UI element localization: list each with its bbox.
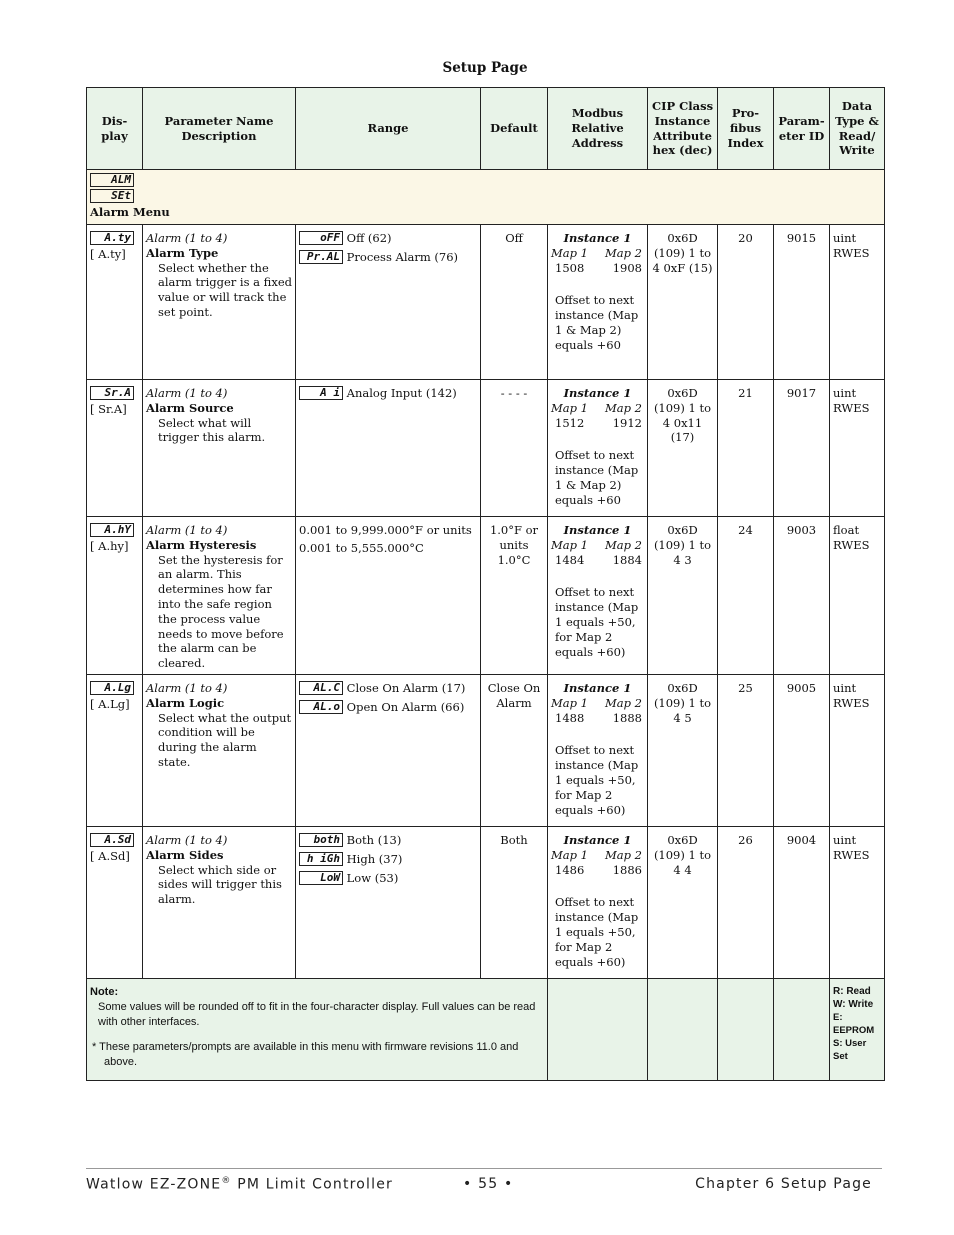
range-cell	[296, 826, 481, 978]
profibus-cell: 24	[718, 517, 774, 675]
range-cell	[296, 517, 481, 675]
display-lcd: A.Sd	[90, 833, 134, 847]
setup-parameter-table	[86, 87, 885, 1081]
parameter-cell	[143, 826, 296, 978]
page-title: Setup Page	[442, 60, 528, 76]
data-type-cell	[830, 225, 885, 380]
parameter-name: Alarm Source	[146, 400, 234, 415]
range-option	[299, 871, 477, 887]
display-alias: [ Sr.A]	[90, 402, 127, 416]
display-alias: [ A.Lg]	[90, 696, 130, 711]
range-text: Process Alarm (76)	[346, 250, 459, 264]
display-alias: [ A.Sd]	[90, 848, 130, 863]
data-type-cell	[830, 674, 885, 826]
cip-cell: 0x6D (109) 1 to 4 5	[648, 674, 718, 826]
range-text: Open On Alarm (66)	[346, 699, 465, 714]
header-default: Default	[481, 88, 548, 170]
range-option	[299, 681, 477, 697]
note-empty-cell	[718, 978, 774, 1080]
parameter-cell	[143, 517, 296, 675]
data-type-cell	[830, 517, 885, 675]
table-row	[87, 380, 885, 517]
modbus-instance: Instance 1	[563, 386, 632, 400]
modbus-instance: Instance 1	[563, 523, 632, 537]
range-lcd: oFF	[299, 231, 343, 245]
note-item-firmware: * These parameters/prompts are available in this menu with firmware revisions 11.0 and above.	[92, 1040, 519, 1068]
map1-address: 1488	[555, 710, 585, 725]
parameter-cell	[143, 674, 296, 826]
map2-address: 1884	[612, 552, 642, 567]
table-row	[87, 517, 885, 675]
footer-page-number: • 55 •	[463, 1176, 514, 1192]
display-lcd: A.ty	[90, 231, 134, 245]
modbus-cell	[548, 380, 648, 517]
default-cell: - - - -	[481, 380, 548, 517]
range-text: Both (13)	[346, 832, 402, 847]
map2-label: Map 2	[605, 695, 642, 710]
display-alias: [ A.ty]	[90, 247, 126, 261]
legend-write: W: Write	[833, 998, 874, 1010]
map2-label: Map 2	[605, 537, 642, 552]
header-display: Dis- play	[87, 88, 143, 170]
note-item-rounding: Some values will be rounded off to fit in the four-character display. Full values can be read with other interfaces.	[98, 1000, 536, 1028]
map1-label: Map 1	[551, 537, 588, 552]
display-lcd: Sr.A	[90, 386, 134, 400]
header-range: Range	[296, 88, 481, 170]
range-lcd: AL.C	[299, 681, 343, 695]
map2-label: Map 2	[605, 400, 642, 415]
parameter-instance: Alarm (1 to 4)	[146, 523, 228, 537]
data-type-cell	[830, 380, 885, 517]
data-type: uint	[833, 680, 857, 695]
note-empty-cell	[774, 978, 830, 1080]
display-lcd: A.hY	[90, 523, 134, 537]
parameter-description: Select whether the alarm trigger is a fixed value or will track the set point.	[158, 260, 292, 319]
footer-divider	[86, 1168, 882, 1169]
data-type: float	[833, 523, 860, 537]
modbus-instance: Instance 1	[563, 680, 632, 695]
map1-label: Map 1	[551, 400, 588, 415]
profibus-cell: 26	[718, 826, 774, 978]
map2-address: 1908	[612, 260, 642, 275]
legend-eeprom: E: EEPROM	[833, 1011, 875, 1036]
header-parameter-id: Param-eter ID	[774, 88, 830, 170]
range-text: Analog Input (142)	[346, 386, 457, 400]
modbus-offset: Offset to next instance (Map 1 & Map 2) equals +60	[555, 448, 639, 507]
range-cell	[296, 380, 481, 517]
range-text: Close On Alarm (17)	[346, 680, 466, 695]
map1-address: 1508	[555, 260, 585, 275]
menu-lcd-alarm: ALM	[90, 173, 134, 187]
map2-address: 1888	[612, 710, 642, 725]
table-header-row	[87, 88, 885, 170]
profibus-cell: 25	[718, 674, 774, 826]
map1-address: 1486	[555, 862, 585, 877]
range-text: Low (53)	[346, 870, 399, 885]
table-row	[87, 674, 885, 826]
range-cell	[296, 225, 481, 380]
modbus-instance: Instance 1	[563, 832, 632, 847]
parameter-cell	[143, 225, 296, 380]
cip-cell: 0x6D (109) 1 to 4 0x11 (17)	[648, 380, 718, 517]
map1-address: 1484	[555, 552, 585, 567]
table-row	[87, 225, 885, 380]
parameter-description: Select what the output condition will be during the alarm state.	[158, 710, 292, 769]
map2-address: 1912	[612, 415, 642, 430]
range-option	[299, 250, 477, 266]
modbus-cell	[548, 674, 648, 826]
map1-label: Map 1	[551, 695, 588, 710]
cip-cell: 0x6D (109) 1 to 4 4	[648, 826, 718, 978]
note-row	[87, 978, 885, 1080]
parameter-cell	[143, 380, 296, 517]
parameter-name: Alarm Logic	[146, 695, 225, 710]
range-option	[299, 833, 477, 849]
display-cell	[87, 826, 143, 978]
parameter-description: Select what will trigger this alarm.	[158, 415, 266, 445]
note-empty-cell	[648, 978, 718, 1080]
parameter-name: Alarm Type	[146, 245, 219, 260]
range-text: 0.001 to 9,999.000°F or units	[299, 523, 472, 537]
modbus-offset: Offset to next instance (Map 1 equals +50, for Map 2 equals +60)	[555, 743, 639, 817]
data-type: uint	[833, 386, 857, 400]
range-text: 0.001 to 5,555.000°C	[299, 540, 424, 555]
legend-user-set: S: User Set	[833, 1037, 867, 1062]
modbus-instance: Instance 1	[563, 231, 632, 245]
range-text: High (37)	[346, 851, 403, 866]
modbus-cell	[548, 225, 648, 380]
range-lcd: both	[299, 833, 343, 847]
header-profibus: Pro-fibus Index	[718, 88, 774, 170]
note-cell	[87, 978, 548, 1080]
parameter-instance: Alarm (1 to 4)	[146, 386, 228, 400]
range-option	[299, 386, 477, 402]
read-write: RWES	[833, 695, 870, 710]
range-lcd: LoW	[299, 871, 343, 885]
read-write: RWES	[833, 400, 870, 415]
footer-product: Watlow EZ-ZONE® PM Limit Controller	[86, 1176, 393, 1193]
cip-cell: 0x6D (109) 1 to 4 0xF (15)	[648, 225, 718, 380]
modbus-offset: Offset to next instance (Map 1 equals +50, for Map 2 equals +60)	[555, 585, 639, 659]
header-parameter-name: Parameter Name Description	[143, 88, 296, 170]
alarm-menu-cell	[87, 170, 885, 225]
range-option	[299, 700, 477, 716]
data-type: uint	[833, 832, 857, 847]
parameter-name: Alarm Sides	[146, 847, 224, 862]
map1-label: Map 1	[551, 245, 588, 260]
range-cell	[296, 674, 481, 826]
read-write: RWES	[833, 245, 870, 260]
parameter-id-cell: 9004	[774, 826, 830, 978]
modbus-cell	[548, 517, 648, 675]
note-title: Note:	[90, 985, 119, 998]
range-lcd: A i	[299, 386, 343, 400]
profibus-cell: 21	[718, 380, 774, 517]
footer-chapter: Chapter 6 Setup Page	[695, 1176, 872, 1192]
range-lcd: AL.o	[299, 700, 343, 714]
modbus-cell	[548, 826, 648, 978]
menu-lcd-setup: SEt	[90, 189, 134, 203]
default-cell: Both	[481, 826, 548, 978]
map2-label: Map 2	[605, 847, 642, 862]
note-empty-cell	[548, 978, 648, 1080]
range-option	[299, 852, 477, 868]
header-cip: CIP Class Instance Attribute hex (dec)	[648, 88, 718, 170]
menu-title: Alarm Menu	[90, 205, 170, 219]
parameter-id-cell: 9015	[774, 225, 830, 380]
profibus-cell: 20	[718, 225, 774, 380]
legend-read: R: Read	[833, 985, 871, 997]
rw-legend	[830, 978, 885, 1080]
display-cell	[87, 674, 143, 826]
display-cell	[87, 517, 143, 675]
alarm-menu-row	[87, 170, 885, 225]
parameter-instance: Alarm (1 to 4)	[146, 231, 228, 245]
range-lcd: Pr.AL	[299, 250, 343, 264]
parameter-instance: Alarm (1 to 4)	[146, 832, 228, 847]
parameter-id-cell: 9005	[774, 674, 830, 826]
map1-address: 1512	[555, 415, 585, 430]
map1-label: Map 1	[551, 847, 588, 862]
range-text: Off (62)	[346, 231, 392, 245]
parameter-id-cell: 9003	[774, 517, 830, 675]
display-lcd: A.Lg	[90, 681, 134, 695]
cip-cell: 0x6D (109) 1 to 4 3	[648, 517, 718, 675]
map2-address: 1886	[612, 862, 642, 877]
range-option	[299, 523, 477, 538]
read-write: RWES	[833, 847, 870, 862]
modbus-offset: Offset to next instance (Map 1 & Map 2) equals +60	[555, 293, 639, 352]
data-type-cell	[830, 826, 885, 978]
display-cell	[87, 380, 143, 517]
header-data-type: Data Type & Read/ Write	[830, 88, 885, 170]
parameter-description: Set the hysteresis for an alarm. This determines how far into the safe region the process value needs to move before the alarm can be cleared.	[158, 552, 284, 671]
data-type: uint	[833, 231, 857, 245]
default-cell: Close On Alarm	[481, 674, 548, 826]
parameter-id-cell: 9017	[774, 380, 830, 517]
display-alias: [ A.hy]	[90, 539, 129, 553]
modbus-offset: Offset to next instance (Map 1 equals +50, for Map 2 equals +60)	[555, 895, 639, 969]
range-lcd: h iGh	[299, 852, 343, 866]
read-write: RWES	[833, 537, 870, 552]
default-cell: 1.0°F or units 1.0°C	[481, 517, 548, 675]
range-option	[299, 231, 477, 247]
default-cell: Off	[481, 225, 548, 380]
table-row	[87, 826, 885, 978]
map2-label: Map 2	[605, 245, 642, 260]
parameter-name: Alarm Hysteresis	[146, 537, 257, 552]
range-option	[299, 541, 477, 556]
parameter-instance: Alarm (1 to 4)	[146, 680, 228, 695]
parameter-description: Select which side or sides will trigger this alarm.	[158, 862, 282, 907]
display-cell	[87, 225, 143, 380]
header-modbus: Modbus Relative Address	[548, 88, 648, 170]
